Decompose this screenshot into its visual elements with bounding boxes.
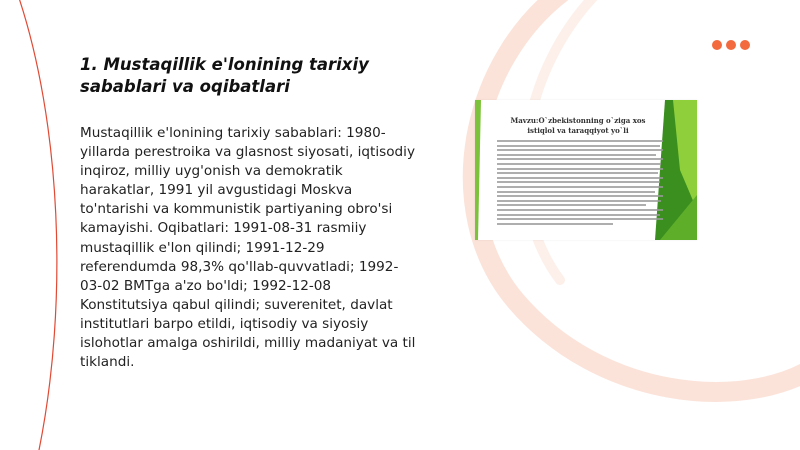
slide-title: 1. Mustaqillik e'lonining tarixiy sabablari va oqibatlari (80, 55, 369, 96)
slide-body-text: Mustaqillik e'lonining tarixiy sabablari: 1980-yillarda perestroika va glasnost siyosati, iqtisodiy inqiroz, milliy uyg'onish va demokratik harakatlar, 1991 yil avgustidagi Moskva to'ntarishi va kommunistik partiyaning obro'si kamayishi. Oqibatlari: 1991-08-31 rasmiiy mustaqillik e'lon qilindi; 1991-12-29 referendumda 98,3% qo'llab-quvvatladi; 1992-03-02 BMTga a'zo bo'ldi; 1992-12-08 Konstitutsiya qabul qilindi; suverenitet, davlat institutlari barpo etildi, iqtisodiy va siyosiy islohotlar amalga oshirildi, milliy madaniyat va til tiklandi. (80, 125, 416, 371)
menu-dots-icon[interactable] (712, 40, 750, 50)
dot (740, 40, 750, 50)
dot (726, 40, 736, 50)
thumbnail-text-lines (497, 140, 663, 227)
thumbnail-title: Mavzu:O`zbekistonning o`ziga xos istiqlol va taraqqiyot yo`li (510, 116, 646, 135)
slide-thumbnail-image (475, 100, 697, 240)
dot (712, 40, 722, 50)
